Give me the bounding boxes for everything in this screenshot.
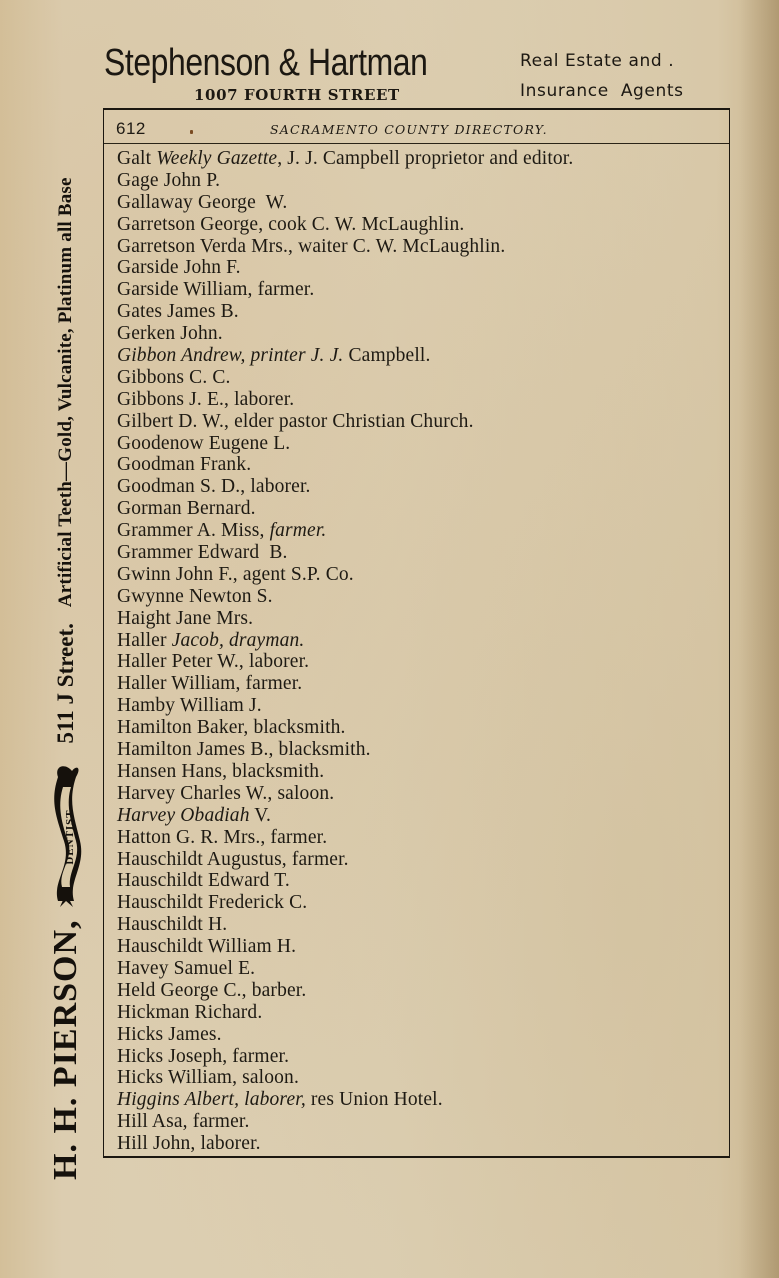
directory-entry <box>117 476 717 498</box>
directory-entry <box>117 1067 717 1089</box>
entry-text: Gallaway George W. <box>117 191 288 213</box>
entry-trailing-text: V. <box>249 804 272 826</box>
directory-entry <box>117 236 717 258</box>
directory-page-frame <box>103 108 730 1158</box>
directory-entry <box>117 279 717 301</box>
directory-entry <box>117 323 717 345</box>
entry-text: Hauschildt Frederick C. <box>117 892 308 914</box>
entry-text: Haller William, farmer. <box>117 673 303 695</box>
directory-entry <box>117 520 717 542</box>
directory-entry <box>117 1002 717 1024</box>
directory-entry <box>117 1024 717 1046</box>
directory-entry <box>117 870 717 892</box>
ad-services-line-2: Insurance Agents <box>520 81 684 101</box>
entry-text: Gilbert D. W., elder pastor Christian Church. <box>117 410 474 432</box>
directory-entry <box>117 192 717 214</box>
entry-text: Hamby William J. <box>117 695 262 717</box>
side-ad-address: 511 J Street. <box>53 623 78 744</box>
directory-entry <box>117 433 717 455</box>
entry-italic-text: Gibbon Andrew, printer J. J. <box>117 345 344 367</box>
directory-entry <box>117 958 717 980</box>
entry-text: Hatton G. R. Mrs., farmer. <box>117 826 328 848</box>
entry-text: Hicks William, saloon. <box>117 1067 299 1089</box>
dentist-banner-text: DENTIST <box>64 809 76 866</box>
ad-firm-name: Stephenson & Hartman <box>104 42 428 84</box>
entry-text: Hill John, laborer. <box>117 1133 261 1155</box>
entry-text: Garside William, farmer. <box>117 279 315 301</box>
entry-text: Haller Peter W., laborer. <box>117 651 310 673</box>
entry-text: Gwinn John F., agent S.P. Co. <box>117 563 354 585</box>
directory-entry <box>117 980 717 1002</box>
entry-text: Gwynne Newton S. <box>117 585 273 607</box>
directory-entry <box>117 608 717 630</box>
directory-entry <box>117 411 717 433</box>
entry-text: Gorman Bernard. <box>117 498 256 520</box>
entry-text: Hicks James. <box>117 1023 222 1045</box>
entry-text: Hill Asa, farmer. <box>117 1111 250 1133</box>
directory-entry <box>117 849 717 871</box>
side-ad-name: H. H. PIERSON, <box>47 919 84 1180</box>
page-number: 612 <box>116 119 146 138</box>
entry-text: Haight Jane Mrs. <box>117 607 254 629</box>
directory-entry <box>117 389 717 411</box>
entry-text: Hamilton Baker, blacksmith. <box>117 717 346 739</box>
directory-entry <box>117 630 717 652</box>
entry-text: Hauschildt Augustus, farmer. <box>117 848 349 870</box>
entry-text: Grammer A. Miss, <box>117 520 270 542</box>
entry-italic-text: Higgins Albert, laborer, <box>117 1089 306 1111</box>
running-head <box>104 110 729 144</box>
directory-entry <box>117 257 717 279</box>
ad-firm-address: 1007 FOURTH STREET <box>194 86 400 104</box>
directory-entry <box>117 564 717 586</box>
directory-entry <box>117 783 717 805</box>
directory-entry <box>117 827 717 849</box>
directory-entry <box>117 301 717 323</box>
directory-entries <box>117 148 717 1155</box>
directory-entry <box>117 498 717 520</box>
entry-text: Hansen Hans, blacksmith. <box>117 760 325 782</box>
entry-text: Havey Samuel E. <box>117 957 256 979</box>
entry-text: Hauschildt H. <box>117 914 228 936</box>
entry-text: Gage John P. <box>117 169 221 191</box>
entry-text: Hickman Richard. <box>117 1001 263 1023</box>
directory-entry <box>117 345 717 367</box>
entry-text: Grammer Edward B. <box>117 542 288 564</box>
directory-entry <box>117 1046 717 1068</box>
entry-text: Gates James B. <box>117 301 239 323</box>
entry-italic-text: Weekly Gazette <box>156 148 278 169</box>
directory-entry <box>117 739 717 761</box>
entry-text: Haller <box>117 629 172 651</box>
directory-entry <box>117 673 717 695</box>
directory-entry <box>117 214 717 236</box>
entry-text: Harvey Charles W., saloon. <box>117 782 335 804</box>
entry-text: Gerken John. <box>117 323 223 345</box>
side-ad-services: Artificial Teeth—Gold, Vulcanite, Platinum all Base <box>55 177 76 608</box>
directory-entry <box>117 542 717 564</box>
side-advertisement <box>46 60 86 1180</box>
entry-text: Gibbons C. C. <box>117 366 231 388</box>
directory-entry <box>117 914 717 936</box>
directory-entry <box>117 1089 717 1111</box>
entry-text: Hicks Joseph, farmer. <box>117 1045 290 1067</box>
entry-italic-text: Harvey Obadiah <box>117 804 250 826</box>
entry-text: Goodenow Eugene L. <box>117 432 291 454</box>
entry-text: Galt <box>117 148 157 169</box>
entry-text: Garside John F. <box>117 257 241 279</box>
entry-text: Goodman Frank. <box>117 454 252 476</box>
top-advertisement <box>104 38 714 108</box>
entry-text: Garretson Verda Mrs., waiter C. W. McLaughlin. <box>117 235 506 257</box>
entry-text: Hauschildt William H. <box>117 936 297 958</box>
directory-entry <box>117 586 717 608</box>
entry-text: Held George C., barber. <box>117 979 307 1001</box>
directory-entry <box>117 892 717 914</box>
directory-entry <box>117 717 717 739</box>
dentist-banner-icon <box>46 761 86 911</box>
running-title: SACRAMENTO COUNTY DIRECTORY. <box>270 122 548 137</box>
directory-entry <box>117 367 717 389</box>
entry-italic-text: farmer. <box>269 520 327 542</box>
ad-firm-services <box>520 46 684 106</box>
entry-text: Garretson George, cook C. W. McLaughlin. <box>117 213 465 235</box>
directory-entry <box>117 695 717 717</box>
directory-entry <box>117 936 717 958</box>
entry-trailing-text: , J. J. Campbell proprietor and editor. <box>277 148 574 169</box>
directory-entry <box>117 805 717 827</box>
entry-text: Hauschildt Edward T. <box>117 870 290 892</box>
directory-entry <box>117 454 717 476</box>
entry-text: Gibbons J. E., laborer. <box>117 388 295 410</box>
directory-entry <box>117 170 717 192</box>
entry-trailing-text: Campbell. <box>343 345 431 367</box>
entry-trailing-text: res Union Hotel. <box>305 1089 443 1111</box>
entry-text: Goodman S. D., laborer. <box>117 476 311 498</box>
entry-text: Hamilton James B., blacksmith. <box>117 739 371 761</box>
directory-entry <box>117 651 717 673</box>
directory-entry <box>117 1111 717 1133</box>
page-spine-shadow <box>739 0 779 1278</box>
ad-services-line-1: Real Estate and . <box>520 51 675 71</box>
entry-italic-text: Jacob, drayman. <box>171 629 305 651</box>
ink-speck <box>190 130 193 134</box>
directory-entry <box>117 148 717 170</box>
directory-entry <box>117 1133 717 1155</box>
directory-entry <box>117 761 717 783</box>
